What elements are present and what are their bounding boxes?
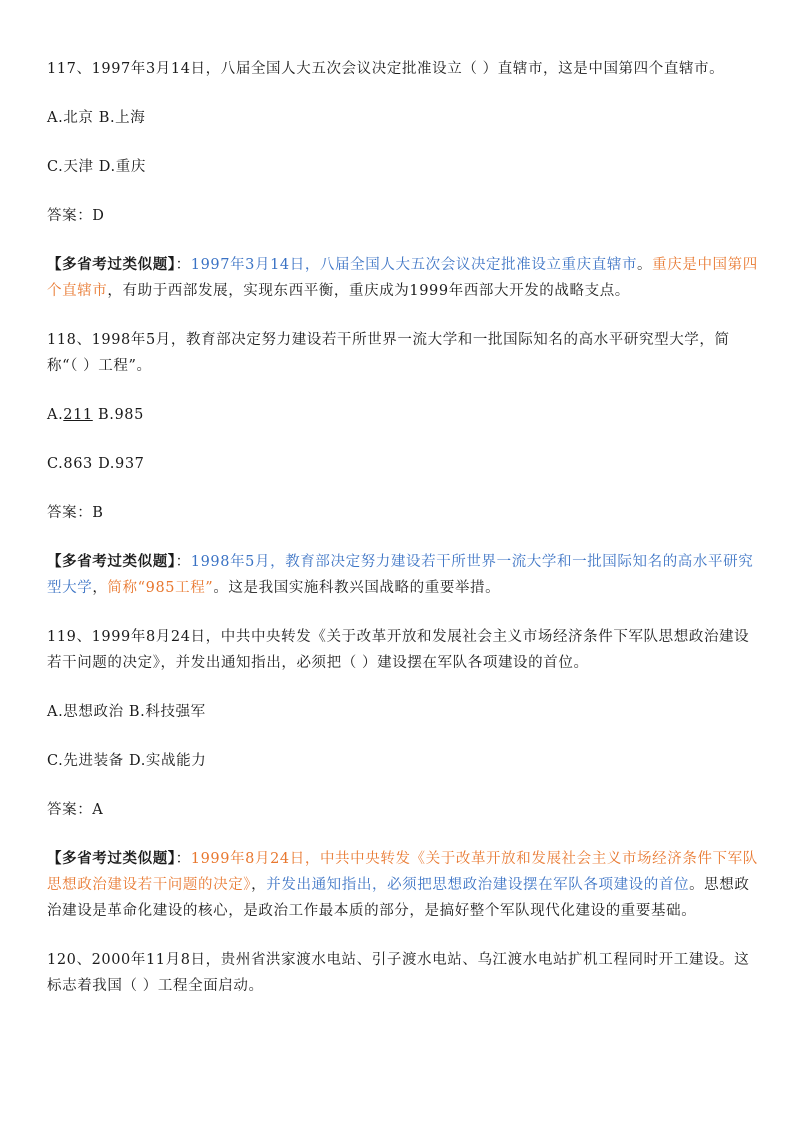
question-117-note bbox=[47, 252, 759, 304]
note-punct: ， bbox=[92, 580, 108, 596]
option-a-value: 211 bbox=[63, 407, 93, 423]
note-text: ，有助于西部发展，实现东西平衡，重庆成为1999年西部大开发的战略支点。 bbox=[107, 283, 630, 299]
question-117: 117、1997年3月14日，八届全国人大五次会议决定批准设立（ ）直辖市，这是中国第四个直辖市。 bbox=[47, 61, 725, 77]
note-colon: ： bbox=[175, 851, 191, 867]
question-118: 118、1998年5月，教育部决定努力建设若干所世界一流大学和一批国际知名的高水平研究型大学，简称“（ ）工程”。 bbox=[47, 332, 730, 374]
note-punct: 。 bbox=[637, 257, 653, 273]
note-highlight-orange: 简称“985工程” bbox=[107, 580, 214, 596]
option-b: B.985 bbox=[92, 407, 144, 423]
note-highlight-blue: 并发出通知指出，必须把思想政治建设摆在军队各项建设的首位 bbox=[266, 877, 690, 893]
note-text: 。这是我国实施科教兴国战略的重要举措。 bbox=[213, 580, 501, 596]
question-118-options-2: C.863 D.937 bbox=[47, 456, 145, 472]
question-119-options-1: A.思想政治 B.科技强军 bbox=[47, 704, 206, 720]
document-content bbox=[47, 56, 759, 1022]
note-tag: 【多省考过类似题】 bbox=[47, 553, 176, 570]
question-119-note bbox=[47, 846, 759, 924]
option-a-prefix: A. bbox=[47, 407, 64, 423]
note-highlight-blue: 1998年5月，教育部决定努力建设若干所世界一流大学和一批国际知名的高水平研究型大学 bbox=[47, 554, 754, 596]
note-highlight-orange: 1999年8月24日，中共中央转发《关于改革开放和发展社会主义市场经济条件下军队思想政治建设若干问题的决定》 bbox=[47, 851, 758, 893]
question-118-options-1 bbox=[47, 402, 759, 428]
question-117-answer: 答案：D bbox=[47, 208, 105, 224]
note-highlight-blue: 1997年3月14日，八届全国人大五次会议决定批准设立重庆直辖市 bbox=[190, 257, 638, 273]
note-colon: ： bbox=[175, 554, 191, 570]
question-117-options-2: C.天津 D.重庆 bbox=[47, 159, 146, 175]
note-tag: 【多省考过类似题】 bbox=[47, 850, 176, 867]
question-119-options-2: C.先进装备 D.实战能力 bbox=[47, 753, 207, 769]
note-highlight-orange: 重庆是中国第四个直辖市 bbox=[47, 257, 758, 299]
question-118-note bbox=[47, 549, 759, 601]
question-118-answer: 答案：B bbox=[47, 505, 104, 521]
note-colon: ： bbox=[175, 257, 191, 273]
question-120: 120、2000年11月8日，贵州省洪家渡水电站、引子渡水电站、乌江渡水电站扩机工程同时开工建设。这标志着我国（ ）工程全面启动。 bbox=[47, 952, 750, 994]
note-punct: ， bbox=[251, 877, 267, 893]
question-117-options-1: A.北京 B.上海 bbox=[47, 110, 146, 126]
note-text: 。思想政治建设是革命化建设的核心，是政治工作最本质的部分，是搞好整个军队现代化建设的重要基础。 bbox=[47, 877, 750, 919]
question-119: 119、1999年8月24日，中共中央转发《关于改革开放和发展社会主义市场经济条件下军队思想政治建设若干问题的决定》，并发出通知指出，必须把（ ）建设摆在军队各项建设的首位。 bbox=[47, 629, 750, 671]
note-tag: 【多省考过类似题】 bbox=[47, 256, 176, 273]
question-119-answer: 答案：A bbox=[47, 802, 104, 818]
